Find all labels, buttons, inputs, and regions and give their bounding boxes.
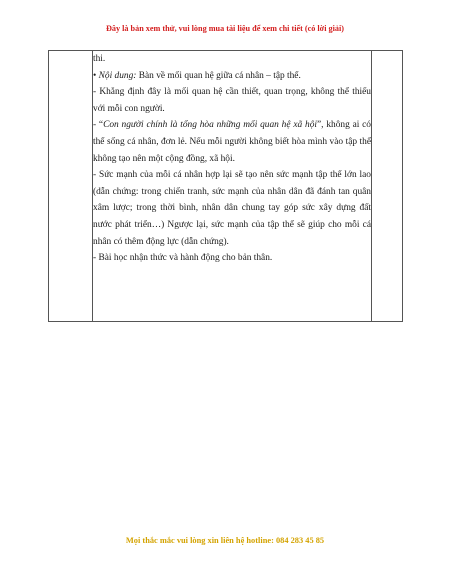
- paragraph-continuation: thi.: [93, 54, 106, 64]
- hotline-notice: Mọi thắc mắc vui lòng xin liên hệ hotline: 084 283 45 85: [125, 536, 325, 545]
- paragraph-lesson: - Bài học nhận thức và hành động cho bản thân.: [93, 253, 273, 264]
- content-cell: [93, 51, 372, 322]
- quote-text: Con người chính là tổng hòa những mối quan hệ xã hội: [103, 120, 317, 131]
- paragraph-affirm: - Khẳng định đây là mối quan hệ cần thiết, quan trọng, không thể thiếu với mỗi con người.: [93, 87, 371, 114]
- content-label: Nội dung:: [98, 70, 137, 81]
- paragraph-quote: [93, 117, 371, 167]
- table-row: [49, 51, 403, 322]
- bullet: •: [93, 70, 99, 81]
- right-column-cell: [372, 51, 403, 322]
- preview-notice: Đây là bản xem thử, vui lòng mua tài liệu để xem chi tiết (có lời giải): [105, 24, 344, 33]
- quote-open: - “: [93, 120, 104, 131]
- paragraph-strength: - Sức mạnh của mỗi cá nhân hợp lại sẽ tạo nên sức mạnh tập thể lớn lao (dẫn chứng: trong chiến tranh, sức mạnh của nhân dân đã đánh tan quân xâm lược; trong thời bình, nhân dân chung tay góp sức xây dựng đất nước phát triển…) Ngược lại, sức mạnh của tập thể sẽ giúp cho mỗi cá nhân có thêm động lực (dẫn chứng).: [93, 170, 371, 247]
- paragraph-content: [93, 68, 371, 85]
- content-text: Bàn về mối quan hệ giữa cá nhân – tập thể.: [136, 70, 301, 81]
- answer-table: [48, 50, 403, 322]
- left-column-cell: [49, 51, 93, 322]
- quote-rest: ”, không ai có thể sống cá nhân, đơn lẻ. Nếu mỗi người không biết hòa mình vào tập thể không tạo nên một cộng đồng, xã hội.: [93, 120, 371, 164]
